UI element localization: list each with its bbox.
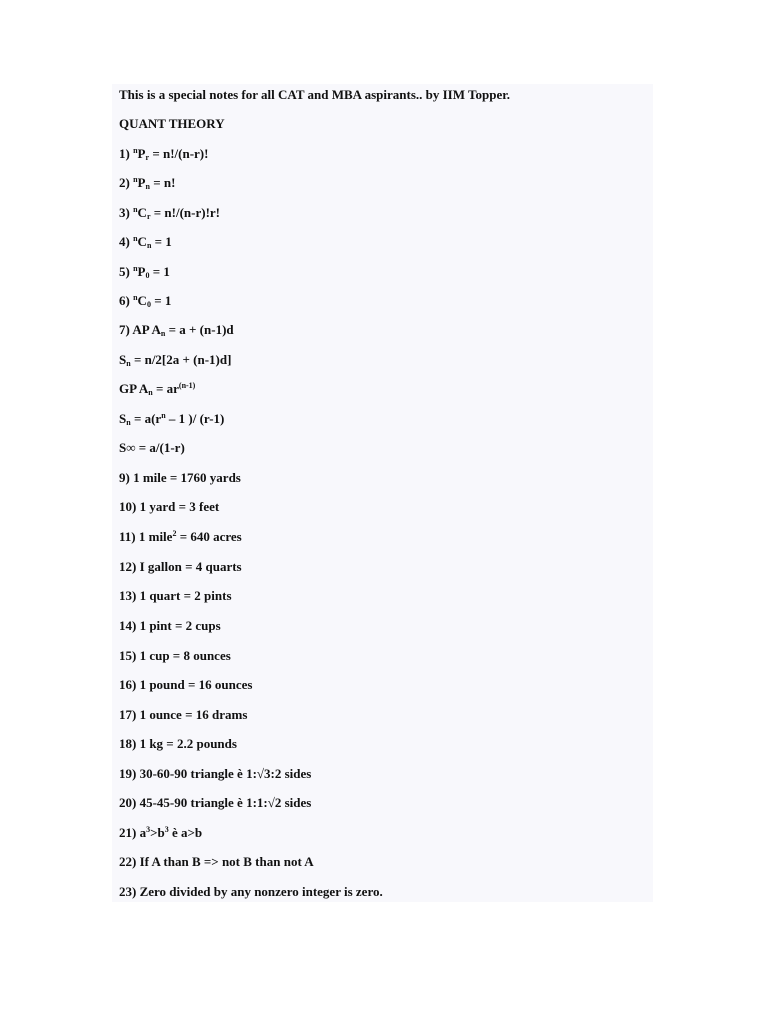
subscript: n	[126, 418, 131, 427]
subscript: n	[145, 182, 150, 191]
fact-gallon: 12) I gallon = 4 quarts	[119, 559, 242, 574]
superscript: 3	[164, 825, 169, 834]
symbol: C	[137, 234, 147, 249]
formula-rest: è a>b	[168, 825, 203, 840]
formula-permutation-n	[119, 175, 175, 191]
symbol: P	[137, 175, 146, 190]
fact-contrapositive: 22) If A than B => not B than not A	[119, 854, 314, 869]
section-heading: QUANT THEORY	[119, 116, 225, 131]
fact-ounce: 17) 1 ounce = 16 drams	[119, 707, 248, 722]
superscript: n	[133, 234, 138, 243]
formula-rest: = n!/(n-r)!r!	[150, 205, 220, 220]
superscript: 2	[172, 529, 177, 538]
superscript: n	[133, 264, 138, 273]
subscript: n	[160, 329, 166, 338]
fact-cube-inequality	[119, 825, 202, 841]
superscript: n	[133, 205, 138, 214]
subscript: r	[145, 153, 150, 162]
subscript: n	[146, 241, 152, 250]
formula-pre: 21) a	[119, 825, 147, 840]
fact-kg: 18) 1 kg = 2.2 pounds	[119, 736, 237, 751]
superscript: n	[133, 175, 138, 184]
formula-rest: = n/2[2a + (n-1)d]	[130, 352, 232, 367]
formula-combination-n	[119, 234, 172, 250]
subscript: 0	[145, 271, 150, 280]
formula-ap-term	[119, 322, 234, 338]
symbol: C	[137, 293, 147, 308]
symbol: P	[137, 264, 146, 279]
formula-rest: = n!/(n-r)!	[149, 146, 209, 161]
formula-mid: = ar	[152, 381, 179, 396]
superscript: 3	[146, 825, 151, 834]
superscript: n	[133, 293, 138, 302]
formula-combination	[119, 205, 220, 221]
fact-cup: 15) 1 cup = 8 ounces	[119, 648, 231, 663]
formula-pre: S	[119, 411, 127, 426]
fact-quart: 13) 1 quart = 2 pints	[119, 588, 232, 603]
item-number: 1)	[119, 146, 134, 161]
formula-permutation-zero	[119, 264, 170, 280]
item-number: 3)	[119, 205, 134, 220]
formula-gp-sum	[119, 411, 224, 427]
fact-triangle-45-45-90: 20) 45-45-90 triangle è 1:1:√2 sides	[119, 795, 312, 810]
fact-zero-division: 23) Zero divided by any nonzero integer is zero.	[119, 884, 383, 899]
fact-yard-feet: 10) 1 yard = 3 feet	[119, 499, 220, 514]
formula-rest: = 1	[150, 293, 172, 308]
fact-pound: 16) 1 pound = 16 ounces	[119, 677, 253, 692]
fact-square-mile	[119, 529, 242, 545]
formula-ap-sum	[119, 352, 231, 368]
subscript: n	[148, 388, 153, 397]
formula-rest: = 1	[151, 234, 172, 249]
formula-rest: – 1 )/ (r-1)	[165, 411, 225, 426]
fact-mile-yards: 9) 1 mile = 1760 yards	[119, 470, 241, 485]
item-number: 5)	[119, 264, 134, 279]
superscript: (n-1)	[178, 381, 196, 390]
fact-triangle-30-60-90: 19) 30-60-90 triangle è 1:√3:2 sides	[119, 766, 312, 781]
item-number: 4)	[119, 234, 134, 249]
formula-gp-infinite: S∞ = a/(1-r)	[119, 440, 185, 455]
formula-rest: = 1	[149, 264, 170, 279]
symbol: C	[137, 205, 147, 220]
subscript: 0	[146, 300, 151, 309]
subscript: n	[126, 359, 131, 368]
item-number: 6)	[119, 293, 134, 308]
formula-pre: 7) AP A	[119, 322, 161, 337]
fact-pint: 14) 1 pint = 2 cups	[119, 618, 221, 633]
formula-pre: 11) 1 mile	[119, 529, 173, 544]
document-body	[112, 84, 653, 902]
intro-text: This is a special notes for all CAT and MBA aspirants.. by IIM Topper.	[119, 87, 511, 102]
superscript: n	[161, 411, 166, 420]
formula-rest: = 640 acres	[176, 529, 242, 544]
formula-permutation	[119, 146, 208, 162]
formula-rest: = n!	[149, 175, 176, 190]
formula-gp-term	[119, 381, 195, 397]
formula-mid: = a(r	[130, 411, 162, 426]
formula-pre: S	[119, 352, 127, 367]
item-number: 2)	[119, 175, 134, 190]
formula-rest: = a + (n-1)d	[165, 322, 234, 337]
formula-pre: GP A	[119, 381, 149, 396]
formula-mid: >b	[150, 825, 165, 840]
superscript: n	[133, 146, 138, 155]
subscript: r	[146, 212, 151, 221]
symbol: P	[137, 146, 146, 161]
formula-combination-zero	[119, 293, 171, 309]
